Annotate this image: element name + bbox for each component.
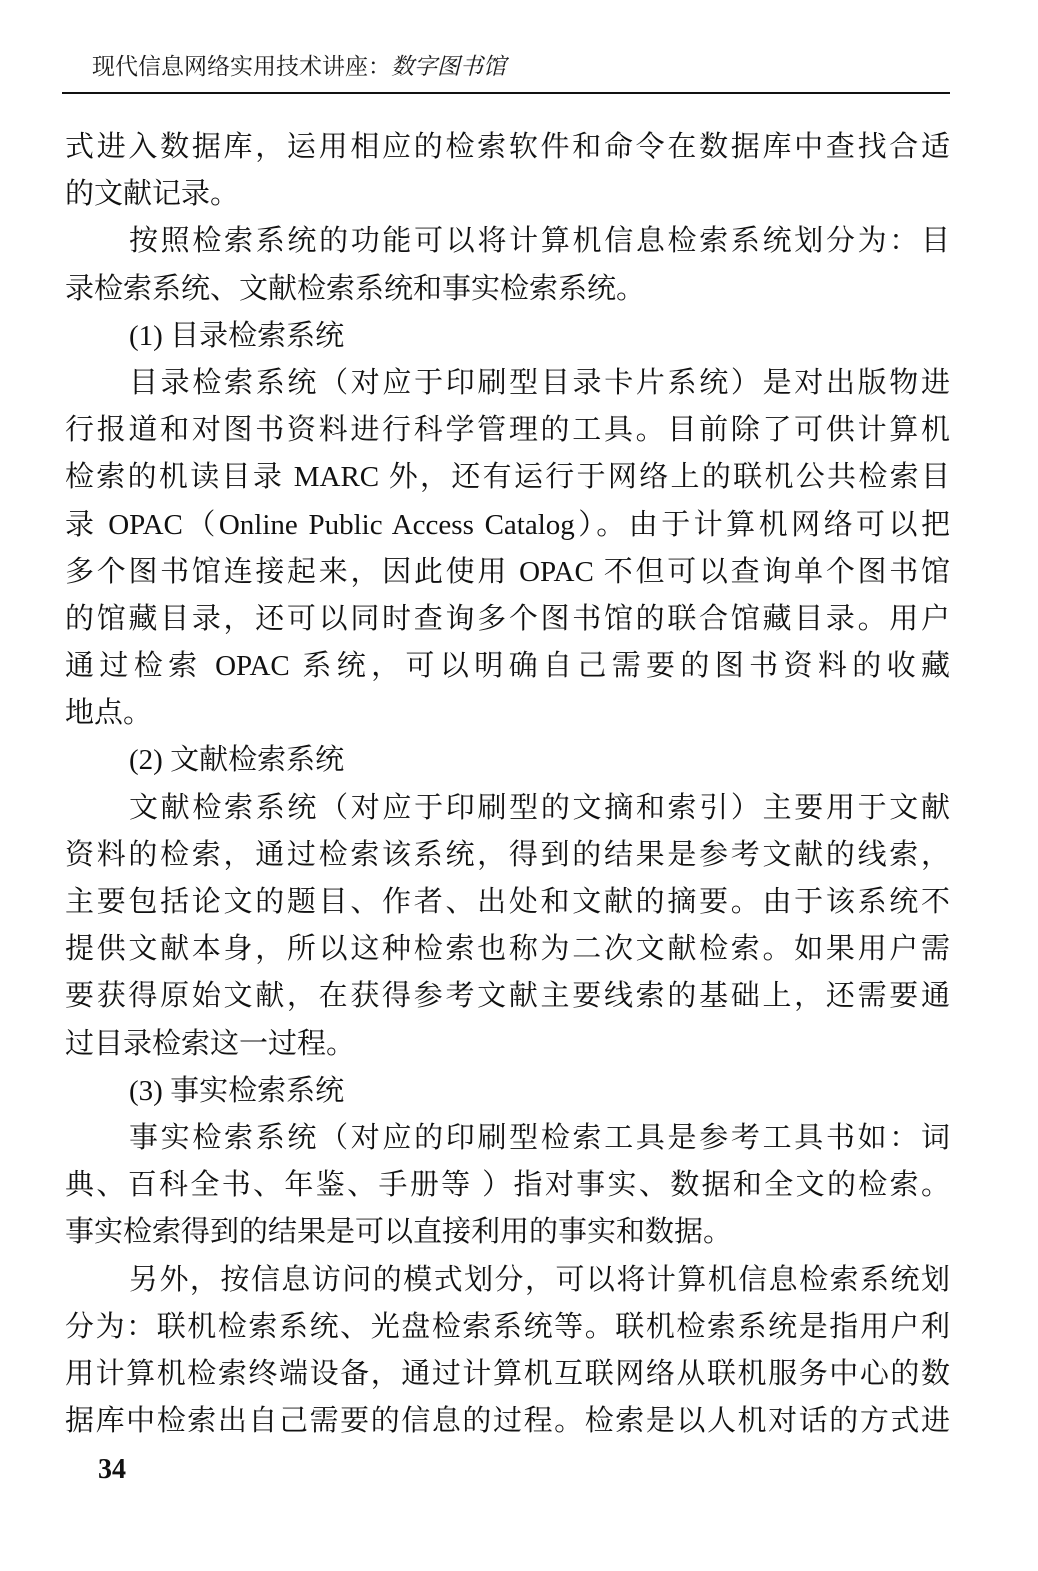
body-line: 文献检索系统（对应于印刷型的文摘和索引）主要用于文献 bbox=[129, 791, 950, 824]
paragraph bbox=[65, 218, 950, 312]
body-line: 要获得原始文献，在获得参考文献主要线索的基础上，还需要通 bbox=[65, 980, 950, 1013]
body-line: 行报道和对图书资料进行科学管理的工具。目前除了可供计算机 bbox=[65, 414, 950, 447]
page-number: 34 bbox=[98, 1454, 126, 1485]
header-rule bbox=[62, 92, 950, 94]
paragraph bbox=[65, 124, 950, 218]
body-line: 用计算机检索终端设备，通过计算机互联网络从联机服务中心的数 bbox=[65, 1357, 950, 1390]
running-header-title: 数字图书馆 bbox=[391, 54, 506, 79]
body-line: 过目录检索这一过程。 bbox=[65, 1027, 356, 1060]
section-heading: (1) 目录检索系统 bbox=[129, 319, 345, 352]
body-line: 资料的检索，通过检索该系统，得到的结果是参考文献的线索， bbox=[65, 838, 950, 871]
body-line: 提供文献本身，所以这种检索也称为二次文献检索。如果用户需 bbox=[65, 933, 950, 966]
body-line: 录检索系统、文献检索系统和事实检索系统。 bbox=[65, 272, 646, 305]
body-line: 按照检索系统的功能可以将计算机信息检索系统划分为：目 bbox=[129, 225, 950, 258]
paragraph bbox=[65, 1257, 950, 1446]
body-line: 分为：联机检索系统、光盘检索系统等。联机检索系统是指用户利 bbox=[65, 1310, 950, 1343]
body-line: 录 OPAC（Online Public Access Catalog）。由于计算机网络可以把 bbox=[65, 508, 950, 541]
body-line: 目录检索系统（对应于印刷型目录卡片系统）是对出版物进 bbox=[129, 366, 950, 399]
body-line: 多个图书馆连接起来，因此使用 OPAC 不但可以查询单个图书馆 bbox=[65, 555, 950, 588]
body-line: 的馆藏目录，还可以同时查询多个图书馆的联合馆藏目录。用户 bbox=[65, 602, 950, 635]
paragraph bbox=[65, 1115, 950, 1257]
body-line: 事实检索得到的结果是可以直接利用的事实和数据。 bbox=[65, 1216, 733, 1249]
section-heading: (2) 文献检索系统 bbox=[129, 744, 345, 777]
body-line: 事实检索系统（对应的印刷型检索工具是参考工具书如：词 bbox=[129, 1121, 950, 1154]
running-header-series: 现代信息网络实用技术讲座： bbox=[92, 54, 391, 79]
body-text bbox=[65, 124, 950, 1445]
body-line: 的文献记录。 bbox=[65, 178, 240, 211]
section-heading: (3) 事实检索系统 bbox=[129, 1074, 345, 1107]
body-line: 式进入数据库，运用相应的检索软件和命令在数据库中查找合适 bbox=[65, 131, 950, 163]
body-line: 通过检索 OPAC 系统，可以明确自己需要的图书资料的收藏 bbox=[65, 650, 950, 683]
paragraph bbox=[65, 360, 950, 738]
body-line: 据库中检索出自己需要的信息的过程。检索是以人机对话的方式进 bbox=[65, 1405, 950, 1438]
body-line: 另外，按信息访问的模式划分，可以将计算机信息检索系统划 bbox=[129, 1263, 950, 1296]
paragraph bbox=[65, 785, 950, 1068]
body-line: 检索的机读目录 MARC 外，还有运行于网络上的联机公共检索目 bbox=[65, 461, 950, 494]
body-line: 主要包括论文的题目、作者、出处和文献的摘要。由于该系统不 bbox=[65, 886, 950, 918]
body-line: 地点。 bbox=[65, 697, 153, 730]
running-header bbox=[92, 50, 506, 84]
body-line: 典、百科全书、年鉴、手册等 ）指对事实、数据和全文的检索。 bbox=[65, 1169, 950, 1202]
